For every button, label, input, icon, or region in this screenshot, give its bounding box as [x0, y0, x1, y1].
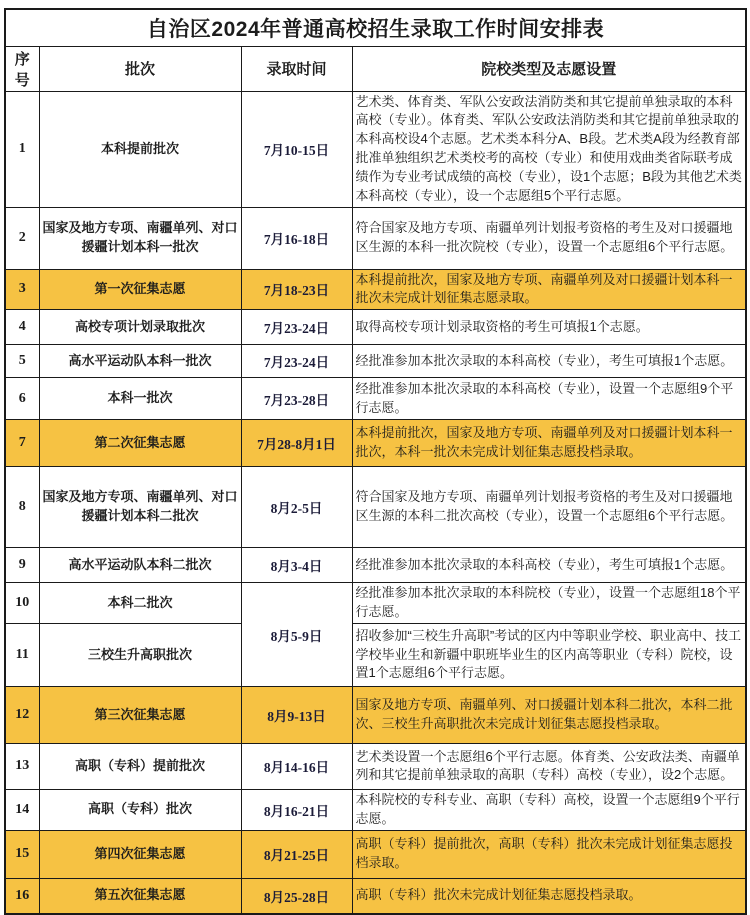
batch-cell: 高职（专科）提前批次 [39, 743, 241, 789]
desc-cell: 高职（专科）提前批次，高职（专科）批次未完成计划征集志愿投档录取。 [352, 830, 746, 878]
page-title: 自治区2024年普通高校招生录取工作时间安排表 [5, 9, 746, 46]
row-number: 14 [5, 789, 39, 830]
batch-cell: 国家及地方专项、南疆单列、对口援疆计划本科一批次 [39, 207, 241, 269]
table-row [5, 467, 746, 548]
table-row [5, 686, 746, 743]
batch-cell: 第五次征集志愿 [39, 878, 241, 914]
batch-cell: 第四次征集志愿 [39, 830, 241, 878]
table-row [5, 420, 746, 467]
time-cell: 8月2-5日 [241, 467, 352, 548]
time-cell: 7月23-24日 [241, 310, 352, 345]
table-row [5, 310, 746, 345]
time-cell: 8月3-4日 [241, 548, 352, 583]
desc-cell: 高职（专科）批次未完成计划征集志愿投档录取。 [352, 878, 746, 914]
table-row [5, 583, 746, 624]
time-cell-merged: 8月5-9日 [241, 583, 352, 687]
desc-cell: 经批准参加本批次录取的本科高校（专业），设置一个志愿组9个平行志愿。 [352, 378, 746, 420]
row-number: 13 [5, 743, 39, 789]
row-number: 2 [5, 207, 39, 269]
row-number: 8 [5, 467, 39, 548]
table-row [5, 345, 746, 378]
table-row [5, 91, 746, 207]
batch-cell: 本科提前批次 [39, 91, 241, 207]
table-row [5, 830, 746, 878]
table-row [5, 743, 746, 789]
desc-cell: 符合国家及地方专项、南疆单列计划报考资格的考生及对口援疆地区生源的本科二批次高校（专业），设置一个志愿组6个平行志愿。 [352, 467, 746, 548]
batch-cell: 第一次征集志愿 [39, 269, 241, 310]
row-number: 6 [5, 378, 39, 420]
time-cell: 7月18-23日 [241, 269, 352, 310]
column-header-batch: 批次 [39, 46, 241, 91]
batch-cell: 高职（专科）批次 [39, 789, 241, 830]
time-cell: 8月25-28日 [241, 878, 352, 914]
batch-cell: 三校生升高职批次 [39, 623, 241, 686]
desc-cell: 本科提前批次，国家及地方专项、南疆单列及对口援疆计划本科一批次未完成计划征集志愿录取。 [352, 269, 746, 310]
batch-cell: 国家及地方专项、南疆单列、对口援疆计划本科二批次 [39, 467, 241, 548]
row-number: 3 [5, 269, 39, 310]
row-number: 16 [5, 878, 39, 914]
table-row [5, 789, 746, 830]
column-header-no: 序号 [5, 46, 39, 91]
row-number: 4 [5, 310, 39, 345]
table-row [5, 548, 746, 583]
desc-cell: 经批准参加本批次录取的本科院校（专业），设置一个志愿组18个平行志愿。 [352, 583, 746, 624]
row-number: 10 [5, 583, 39, 624]
header-row [5, 46, 746, 91]
row-number: 12 [5, 686, 39, 743]
time-cell: 7月23-24日 [241, 345, 352, 378]
desc-cell: 国家及地方专项、南疆单列、对口援疆计划本科二批次，本科二批次、三校生升高职批次未完成计划征集志愿投档录取。 [352, 686, 746, 743]
batch-cell: 高水平运动队本科一批次 [39, 345, 241, 378]
desc-cell: 经批准参加本批次录取的本科高校（专业），考生可填报1个志愿。 [352, 345, 746, 378]
row-number: 7 [5, 420, 39, 467]
time-cell: 7月28-8月1日 [241, 420, 352, 467]
desc-cell: 取得高校专项计划录取资格的考生可填报1个志愿。 [352, 310, 746, 345]
table-row [5, 623, 746, 686]
row-number: 5 [5, 345, 39, 378]
row-number: 1 [5, 91, 39, 207]
title-row [5, 9, 746, 46]
time-cell: 7月10-15日 [241, 91, 352, 207]
desc-cell: 经批准参加本批次录取的本科高校（专业），考生可填报1个志愿。 [352, 548, 746, 583]
row-number: 15 [5, 830, 39, 878]
desc-cell: 艺术类设置一个志愿组6个平行志愿。体育类、公安政法类、南疆单列和其它提前单独录取的高职（专科）高校（专业），设2个志愿。 [352, 743, 746, 789]
batch-cell: 高校专项计划录取批次 [39, 310, 241, 345]
time-cell: 7月23-28日 [241, 378, 352, 420]
batch-cell: 第三次征集志愿 [39, 686, 241, 743]
batch-cell: 高水平运动队本科二批次 [39, 548, 241, 583]
admission-schedule-table [4, 8, 747, 915]
column-header-time: 录取时间 [241, 46, 352, 91]
table-row [5, 269, 746, 310]
batch-cell: 本科二批次 [39, 583, 241, 624]
column-header-type: 院校类型及志愿设置 [352, 46, 746, 91]
desc-cell: 符合国家及地方专项、南疆单列计划报考资格的考生及对口援疆地区生源的本科一批次院校（专业），设置一个志愿组6个平行志愿。 [352, 207, 746, 269]
desc-cell: 招收参加“三校生升高职”考试的区内中等职业学校、职业高中、技工学校毕业生和新疆中职班毕业生的区内高等职业（专科）院校，设置1个志愿组6个平行志愿。 [352, 623, 746, 686]
desc-cell: 本科院校的专科专业、高职（专科）高校，设置一个志愿组9个平行志愿。 [352, 789, 746, 830]
row-number: 9 [5, 548, 39, 583]
batch-cell: 本科一批次 [39, 378, 241, 420]
table-row [5, 378, 746, 420]
time-cell: 8月16-21日 [241, 789, 352, 830]
batch-cell: 第二次征集志愿 [39, 420, 241, 467]
table-row [5, 207, 746, 269]
desc-cell: 本科提前批次，国家及地方专项、南疆单列及对口援疆计划本科一批次，本科一批次未完成计划征集志愿投档录取。 [352, 420, 746, 467]
time-cell: 8月21-25日 [241, 830, 352, 878]
time-cell: 7月16-18日 [241, 207, 352, 269]
table-row [5, 878, 746, 914]
desc-cell: 艺术类、体育类、军队公安政法消防类和其它提前单独录取的本科高校（专业）。体育类、军队公安政法消防类和其它提前单独录取的本科高校设4个志愿。艺术类本科分A、B段。艺术类A段为经教育部批准单独组织艺术类校考的高校（专业）和使用戏曲类省际联考成绩作为专业考试成绩的高校（专业），设1个志愿；B段为其他艺术类本科高校（专业），设一个志愿组5个平行志愿。 [352, 91, 746, 207]
row-number: 11 [5, 623, 39, 686]
time-cell: 8月14-16日 [241, 743, 352, 789]
time-cell: 8月9-13日 [241, 686, 352, 743]
